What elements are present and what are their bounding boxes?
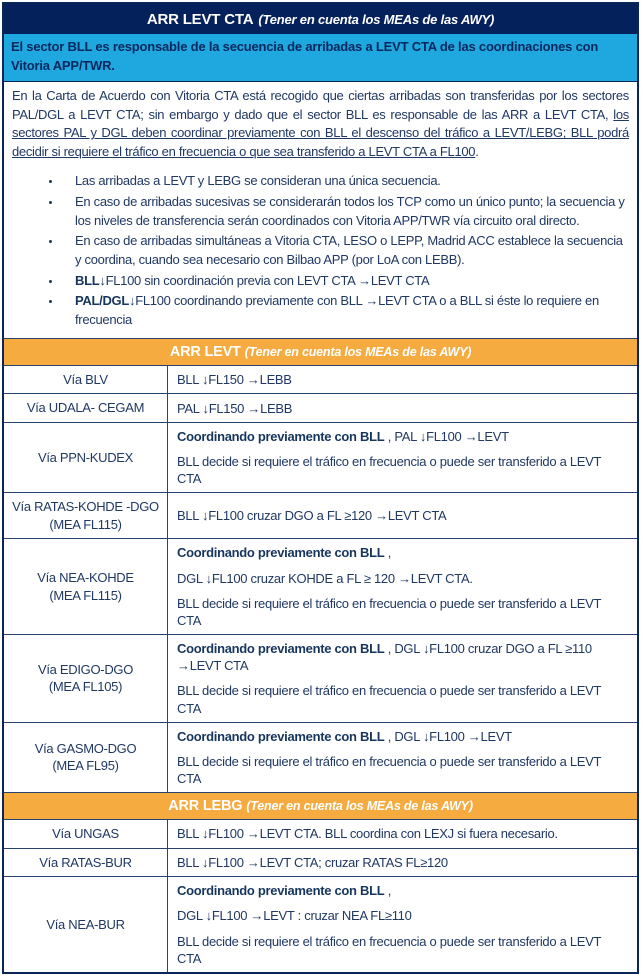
table-row [4,876,637,972]
table-row [4,422,637,492]
content-line [177,825,628,842]
via-cell [4,366,168,394]
table-row [4,848,637,877]
content-cell [168,366,637,394]
content-cell [168,493,637,538]
content-line [177,544,628,561]
content-line-text: BLL ↓FL100 cruzar DGO a FL ≥120 →LEVT CTA [177,508,447,524]
via-cell [4,820,168,848]
content-cell [168,423,637,492]
via-label-line: Vía UDALA- CEGAM [26,400,145,416]
via-cell [4,493,168,538]
via-cell [4,635,168,722]
via-label-line: (MEA FL115) [49,516,122,532]
content-line-bold: Coordinando previamente con BLL [177,641,385,657]
responsibility-callout: El sector BLL es responsable de la secuencia de arribadas a LEVT CTA de las coordinaciones con Vitoria APP/TWR. [4,34,637,82]
bullet-item [62,272,625,291]
bullet-bold-text: BLL [75,272,100,288]
content-line [177,570,628,587]
content-line [177,854,628,871]
content-line-text: , [384,883,392,899]
section-header-note: (Tener en cuenta los MEAs de las AWY) [246,799,473,814]
section-header [4,792,637,819]
content-line-text: , PAL ↓FL100 →LEVT [384,428,509,444]
content-cell [168,394,637,422]
via-cell [4,877,168,972]
via-label-line: Vía RATAS-KOHDE -DGO [12,499,159,515]
table-row [4,538,637,634]
via-label-line: Vía RATAS-BUR [39,854,132,870]
content-cell [168,820,637,848]
content-line [177,507,628,524]
bullet-text: Las arribadas a LEVT y LEBG se consideran una única secuencia. [75,173,441,189]
content-cell [168,723,637,792]
content-line [177,933,628,967]
content-line-bold: Coordinando previamente con BLL [177,545,385,561]
content-line-text: BLL ↓FL100 →LEVT CTA; cruzar RATAS FL≥120 [177,854,448,870]
bullet-item [62,172,625,191]
document-page [2,2,639,974]
content-line-text: , DGL ↓FL100 cruzar DGO a FL ≥110 →LEVT CTA [177,641,592,674]
via-label-line: Vía GASMO-DGO [34,740,137,756]
via-cell [4,539,168,634]
via-cell [4,394,168,422]
content-line [177,753,628,787]
section-header-note: (Tener en cuenta los MEAs de las AWY) [244,344,472,359]
content-line [177,640,628,674]
section-header-title: ARR LEBG [168,798,243,815]
bullet-list [4,172,637,330]
content-cell [168,635,637,722]
paragraph-text: En la Carta de Acuerdo con Vitoria CTA está recogido que ciertas arribadas son transferidas por los sectores PAL/DGL a LEVT CTA; sin embargo y dado que el sector BLL es responsable de las ARR a LEVT CTA, [12,87,629,122]
content-cell [168,849,637,877]
content-line-text: BLL decide si requiere el tráfico en frecuencia o puede ser transferido a LEVT CTA [177,933,601,966]
arrival-tables [4,338,637,972]
content-line-text: BLL ↓FL100 →LEVT CTA. BLL coordina con LEXJ si fuera necesario. [177,826,558,842]
content-line [177,371,628,388]
content-line [177,428,628,445]
agreement-paragraph [4,82,637,168]
table-row [4,393,637,422]
content-line [177,907,628,924]
table-row [4,819,637,848]
via-label-line: (MEA FL105) [48,679,123,695]
via-label-line: Vía EDIGO-DGO [37,661,134,677]
content-line-text: , DGL ↓FL100 →LEVT [384,728,512,744]
content-line [177,453,628,487]
document-title-bar [4,4,637,34]
content-line-text: BLL decide si requiere el tráfico en frecuencia o puede ser transferido a LEVT CTA [177,683,601,716]
table-row [4,634,637,722]
content-line-text: DGL ↓FL100 cruzar KOHDE a FL ≥ 120 →LEVT CTA. [177,570,473,586]
paragraph-tail: . [475,144,479,160]
via-label-line: Vía UNGAS [52,826,119,842]
content-line-text: BLL ↓FL150 →LEBB [177,372,292,387]
content-line [177,682,628,716]
table-row [4,722,637,792]
content-line [177,595,628,629]
content-line-bold: Coordinando previamente con BLL [177,428,385,444]
content-line-bold: Coordinando previamente con BLL [177,883,385,899]
via-label-line: (MEA FL115) [49,587,122,603]
content-line-text: DGL ↓FL100 →LEVT : cruzar NEA FL≥110 [177,908,412,924]
content-line-text: PAL ↓FL150 →LEBB [177,400,293,416]
bullet-item [62,193,625,230]
content-line [177,882,628,899]
section-header [4,338,637,365]
table-row [4,492,637,538]
via-label-line: Vía NEA-KOHDE [37,570,134,586]
content-line [177,728,628,745]
via-label-line: Vía PPN-KUDEX [37,449,134,465]
bullet-text: ↓FL100 coordinando previamente con BLL →LEVT CTA o a BLL si éste lo requiere en frecuencia [75,293,599,328]
via-cell [4,423,168,492]
document-title: ARR LEVT CTA [146,11,254,28]
bullet-text: ↓FL100 sin coordinación previa con LEVT CTA →LEVT CTA [99,272,430,288]
bullet-item [62,232,625,269]
bullet-item [62,292,625,329]
bullet-text: En caso de arribadas simultáneas a Vitoria CTA, LESO o LEPP, Madrid ACC establece la secuencia y coordina, cuando sea necesario con Bilbao APP (por LoA con LEBB). [75,233,623,267]
content-line [177,400,628,417]
content-line-text: BLL decide si requiere el tráfico en frecuencia o puede ser transferido a LEVT CTA [177,454,601,487]
table-row [4,365,637,394]
via-label-line: (MEA FL95) [52,758,119,774]
via-label-line: Vía NEA-BUR [46,916,125,932]
paragraph-underlined-text: los sectores PAL y DGL deben coordinar previamente con BLL el descenso del tráfico a LEVT/LEBG; BLL podrá decidir si requiere el tráfico en frecuencia o que sea transferido a LEVT CTA a FL100 [12,106,629,160]
via-cell [4,723,168,792]
bullet-text: En caso de arribadas sucesivas se considerarán todos los TCP como un único punto; la secuencia y los niveles de transferencia serán coordinados con Vitoria APP/TWR vía circuito oral directo. [75,193,625,228]
bullet-bold-text: PAL/DGL [75,293,129,309]
section-header-title: ARR LEVT [169,343,241,360]
content-line-text: , [384,545,392,561]
content-cell [168,877,637,972]
document-title-note: (Tener en cuenta los MEAs de las AWY) [258,12,495,27]
content-line-text: BLL decide si requiere el tráfico en frecuencia o puede ser transferido a LEVT CTA [177,753,601,787]
via-cell [4,849,168,877]
content-cell [168,539,637,634]
via-label-line: Vía BLV [63,371,108,387]
content-line-text: BLL decide si requiere el tráfico en frecuencia o puede ser transferido a LEVT CTA [177,595,601,628]
content-line-bold: Coordinando previamente con BLL [177,728,385,744]
